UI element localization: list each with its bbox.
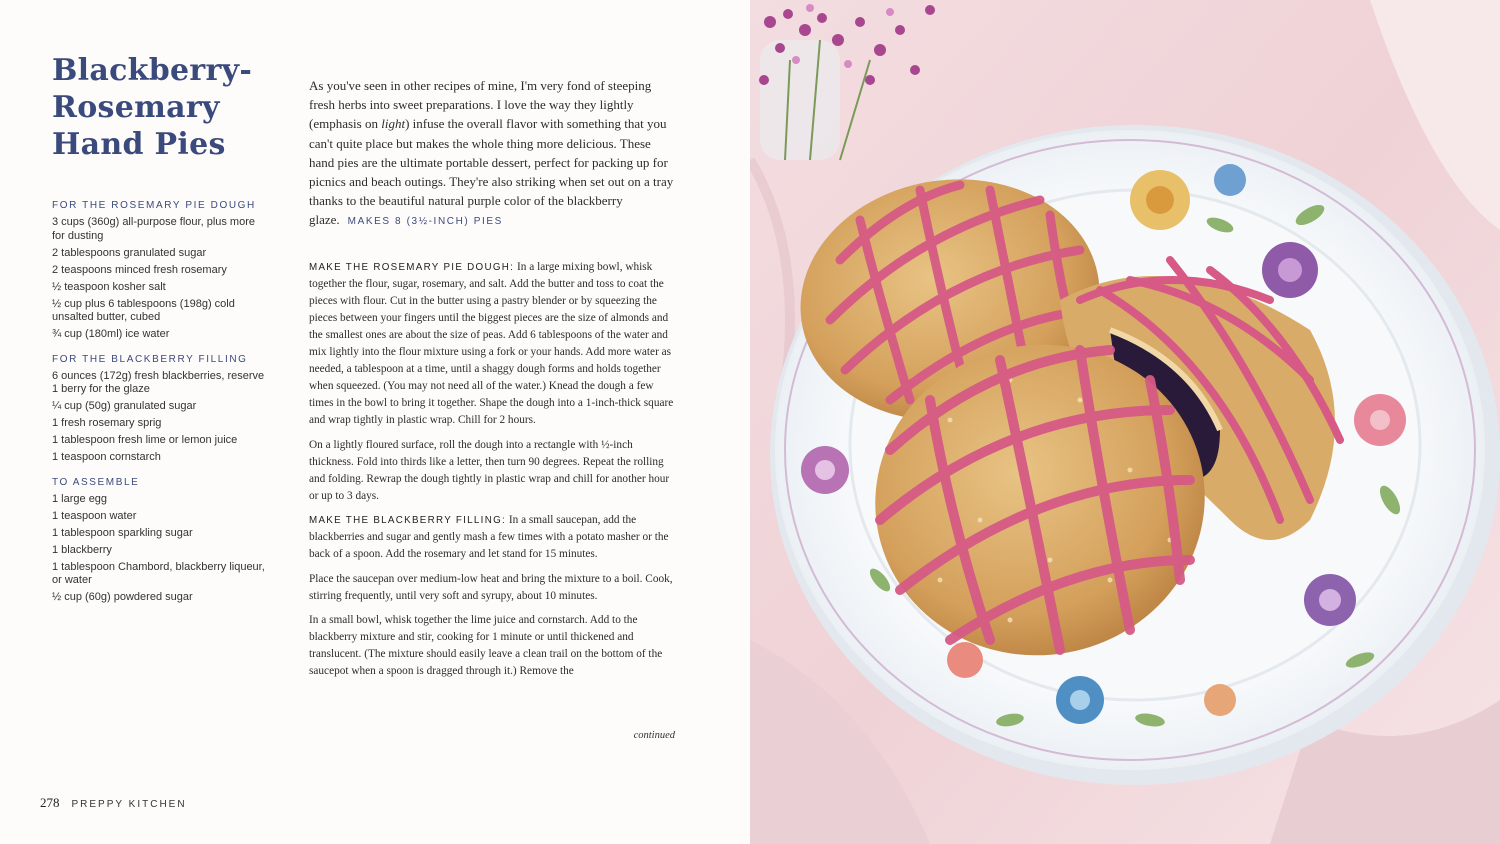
ingredient-item: ½ cup plus 6 tablespoons (198g) cold unsalted butter, cubed [52, 297, 235, 323]
continued-note: continued [633, 730, 675, 741]
ingredient-item: ½ teaspoon kosher salt [52, 280, 166, 293]
step-text: In a small saucepan, add the blackberries and sugar and gently mash a few times with a potato masher or the back of a spoon. Add the rosemary and let stand for 15 minutes. [309, 514, 669, 560]
recipe-title [52, 52, 282, 163]
method-paragraph: On a lightly floured surface, roll the dough into a rectangle with ½-inch thickness. Fold into thirds like a letter, then turn 90 degrees. Repeat the rolling and folding. Rewrap the dough tightly in plastic wrap and chill for another hour or up to 3 days. [309, 438, 670, 502]
book-title: PREPPY KITCHEN [71, 799, 187, 810]
yield-label: MAKES 8 (3½-INCH) PIES [347, 216, 503, 228]
filling-heading: FOR THE BLACKBERRY FILLING [52, 353, 248, 365]
intro-text-2: ) infuse the overall flavor with something that you can't quite place but makes the whole thing more delicious. These hand pies are the ultimate portable dessert, perfect for packing up for picnics and beach outings. They're also striking when set out on a tray thanks to the beautiful natural purple color of the blackberry glaze. [309, 116, 674, 228]
intro-text-1: As you've seen in other recipes of mine, I'm very fond of steeping fresh herbs into sweet preparations. I love the way they lightly (emphasis on [309, 78, 652, 132]
ingredient-item: ¼ cup (50g) granulated sugar [52, 400, 197, 412]
ingredient-item: 6 ounces (172g) fresh blackberries, reserve 1 berry for the glaze [52, 369, 265, 395]
ingredient-item: 1 tablespoon fresh lime or lemon juice [52, 434, 238, 446]
plate-flower [1304, 574, 1356, 626]
plate-flower [1056, 676, 1104, 724]
ingredient-item: 1 large egg [52, 492, 108, 505]
ingredient-item: ½ cup (60g) powdered sugar [52, 591, 193, 603]
ingredient-item: 1 teaspoon water [52, 509, 137, 522]
intro-emphasis: light [381, 116, 406, 132]
plate-flower [1262, 242, 1318, 298]
ingredient-item: 1 teaspoon cornstarch [52, 451, 161, 463]
plate-flower [1130, 170, 1190, 230]
title-line-3: Hand Pies [52, 127, 226, 162]
page-number: 278 [40, 795, 60, 810]
page-footer [40, 795, 187, 811]
step-label: MAKE THE ROSEMARY PIE DOUGH: [309, 262, 515, 273]
hand-pies-photo [750, 0, 1500, 844]
method-paragraph: In a small bowl, whisk together the lime juice and cornstarch. Add to the blackberry mixture and stir, cooking for 1 minute or until thickened and translucent. (The mixture should easily leave a clean trail on the bottom of the saucepot when a spoon is dragged through it.) Remove the [309, 614, 663, 677]
ingredient-item: 3 cups (360g) all-purpose flour, plus more for dusting [52, 216, 255, 242]
ingredient-item: 2 teaspoons minced fresh rosemary [52, 263, 227, 276]
method-section [309, 259, 674, 688]
ingredient-item: 2 tablespoons granulated sugar [52, 246, 207, 259]
method-paragraph [309, 512, 674, 563]
ingredient-item: 1 blackberry [52, 543, 112, 556]
photo-illustration [750, 0, 1500, 844]
dough-heading: FOR THE ROSEMARY PIE DOUGH [52, 200, 256, 211]
intro-paragraph [309, 76, 674, 232]
ingredient-item: 1 fresh rosemary sprig [52, 417, 162, 429]
step-text: In a large mixing bowl, whisk together the flour, sugar, rosemary, and salt. Add the butter and toss to coat the pieces with flour. Cut in the butter using a pastry blender or by squeezing the pieces between your fingers until the biggest pieces are the size of almonds and the smallest ones are about the size of peas. Add 6 tablespoons of the water and mix lightly into the flour mixture using a fork or your hands. Add more water as needed, a tablespoon at a time, until a shaggy dough forms and holds together when squeezed. (You may not need all of the water.) Knead the dough a few times in the bowl to bring it together. Shape the dough into a 1-inch-thick square and wrap tightly in plastic wrap. Chill for 2 hours. [309, 261, 674, 426]
assemble-heading: TO ASSEMBLE [52, 476, 140, 488]
ingredient-item: 1 tablespoon sparkling sugar [52, 526, 193, 539]
ingredients-list [52, 200, 267, 608]
step-label: MAKE THE BLACKBERRY FILLING: [309, 515, 507, 526]
title-line-2: Rosemary [52, 90, 220, 125]
method-paragraph [309, 259, 674, 429]
ingredient-item: 1 tablespoon Chambord, blackberry liqueur, or water [52, 560, 265, 586]
plate-flower [1354, 394, 1406, 446]
method-paragraph: Place the saucepan over medium-low heat and bring the mixture to a boil. Cook, stirring frequently, until very soft and syrupy, about 10 minutes. [309, 572, 673, 602]
title-line-1: Blackberry- [52, 53, 253, 88]
ingredient-item: ¾ cup (180ml) ice water [52, 328, 170, 340]
